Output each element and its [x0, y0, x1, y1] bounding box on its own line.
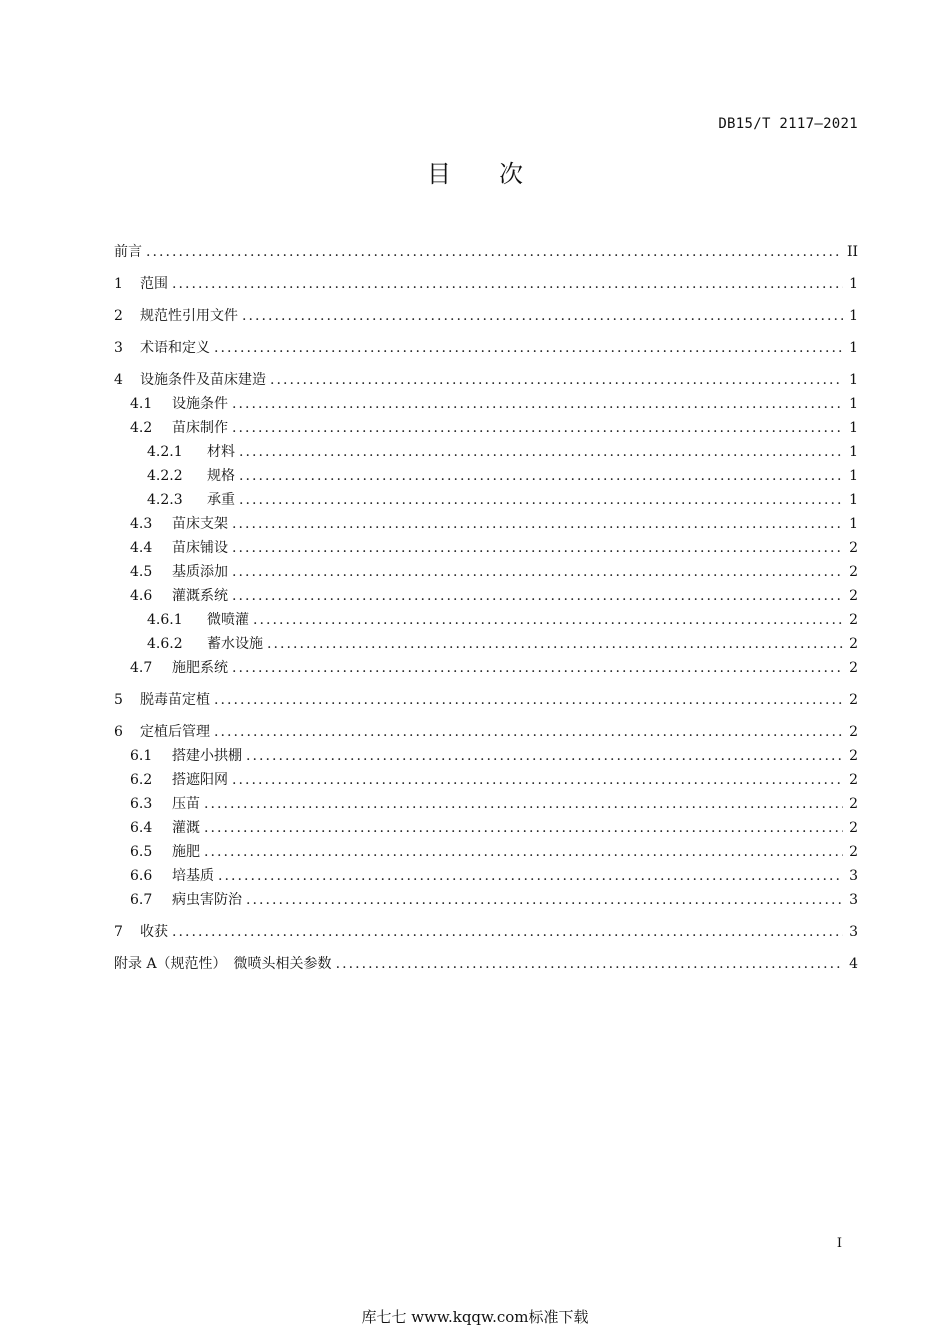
toc-entry-page: 2	[849, 588, 858, 604]
toc-entry-number: 6	[114, 724, 123, 740]
toc-entry-number: 6.3	[130, 796, 153, 812]
toc-entry[interactable]	[114, 864, 858, 888]
toc-entry-page: 1	[849, 308, 858, 324]
toc-entry-number: 4	[114, 372, 123, 388]
toc-entry-label: 设施条件及苗床建造	[140, 372, 266, 388]
toc-entry-number: 4.2.1	[147, 444, 183, 460]
toc-entry-number: 4.7	[130, 660, 153, 676]
toc-entry[interactable]	[114, 840, 858, 864]
toc-entry[interactable]	[114, 560, 858, 584]
toc-entry-number: 6.7	[130, 892, 153, 908]
toc-entry[interactable]	[114, 608, 858, 632]
toc-dot-leader	[232, 768, 843, 792]
toc-entry-page: 2	[849, 772, 858, 788]
toc-entry-page: 2	[849, 724, 858, 740]
toc-dot-leader	[232, 656, 843, 680]
toc-entry-number: 6.2	[130, 772, 153, 788]
toc-entry-number: 5	[114, 692, 123, 708]
toc-entry-page: 1	[849, 444, 858, 460]
toc-dot-leader	[246, 888, 843, 912]
toc-entry-number: 2	[114, 308, 123, 324]
toc-entry-label: 范围	[140, 276, 168, 292]
toc-entry-label: 基质添加	[172, 564, 228, 580]
toc-dot-leader	[239, 440, 843, 464]
toc-entry-page: II	[846, 244, 858, 260]
toc-entry[interactable]	[114, 336, 858, 360]
toc-entry-label: 施肥系统	[172, 660, 228, 676]
toc-entry-number: 6.6	[130, 868, 153, 884]
page-title: 目次	[427, 160, 571, 188]
toc-entry-page: 1	[849, 396, 858, 412]
toc-entry-number: 4.6.1	[147, 612, 183, 628]
toc-dot-leader	[336, 952, 844, 976]
toc-dot-leader	[232, 392, 843, 416]
toc-entry-label: 搭建小拱棚	[172, 748, 242, 764]
toc-entry[interactable]	[114, 536, 858, 560]
toc-entry-label: 脱毒苗定植	[140, 692, 210, 708]
toc-dot-leader	[218, 864, 843, 888]
toc-entry-number: 4.2.3	[147, 492, 183, 508]
toc-entry-page: 2	[849, 692, 858, 708]
toc-entry-label: 微喷灌	[207, 612, 249, 628]
toc-entry-page: 3	[849, 924, 858, 940]
toc-entry-label: 蓄水设施	[207, 636, 263, 652]
toc-entry[interactable]	[114, 272, 858, 296]
toc-dot-leader	[204, 792, 843, 816]
toc-dot-leader	[204, 816, 843, 840]
toc-entry-label: 苗床制作	[172, 420, 228, 436]
toc-entry-page: 3	[849, 892, 858, 908]
toc-dot-leader	[232, 584, 843, 608]
toc-entry[interactable]	[114, 440, 858, 464]
toc-entry-page: 1	[849, 420, 858, 436]
toc-dot-leader	[267, 632, 843, 656]
toc-entry-page: 2	[849, 844, 858, 860]
toc-entry-page: 2	[849, 796, 858, 812]
toc-entry[interactable]	[114, 368, 858, 392]
toc-dot-leader	[239, 488, 843, 512]
toc-dot-leader	[214, 688, 843, 712]
toc-entry-label: 定植后管理	[140, 724, 210, 740]
toc-entry[interactable]	[114, 240, 858, 264]
page-number: I	[836, 1236, 842, 1251]
toc-entry-number: 3	[114, 340, 123, 356]
footer-watermark-text: 库七七 www.kqqw.com标准下载	[361, 1308, 589, 1326]
toc-entry[interactable]	[114, 952, 858, 976]
toc-entry-number: 1	[114, 276, 123, 292]
toc-dot-leader	[239, 464, 843, 488]
toc-dot-leader	[214, 720, 843, 744]
toc-entry-page: 2	[849, 612, 858, 628]
toc-dot-leader	[270, 368, 843, 392]
toc-entry-label: 苗床支架	[172, 516, 228, 532]
toc-entry-label: 灌溉	[172, 820, 200, 836]
toc-entry-number: 6.5	[130, 844, 153, 860]
toc-entry[interactable]	[114, 656, 858, 680]
toc-dot-leader	[232, 560, 843, 584]
toc-entry-number: 4.2	[130, 420, 153, 436]
toc-entry-page: 1	[849, 492, 858, 508]
toc-entry[interactable]	[114, 720, 858, 744]
toc-dot-leader	[242, 304, 843, 328]
toc-entry-label: 规格	[207, 468, 235, 484]
toc-entry-number: 4.4	[130, 540, 153, 556]
toc-dot-leader	[172, 920, 843, 944]
toc-entry[interactable]	[114, 688, 858, 712]
toc-entry-label: 病虫害防治	[172, 892, 242, 908]
toc-entry-label: 材料	[207, 444, 235, 460]
toc-entry[interactable]	[114, 304, 858, 328]
toc-dot-leader	[232, 536, 843, 560]
toc-entry[interactable]	[114, 488, 858, 512]
toc-dot-leader	[246, 744, 843, 768]
toc-entry[interactable]	[114, 744, 858, 768]
toc-entry[interactable]	[114, 464, 858, 488]
toc-entry[interactable]	[114, 888, 858, 912]
toc-entry-page: 2	[849, 820, 858, 836]
toc-entry-label: 搭遮阳网	[172, 772, 228, 788]
toc-entry-label: 规范性引用文件	[140, 308, 238, 324]
toc-entry-number: 4.5	[130, 564, 153, 580]
toc-entry-number: 6.4	[130, 820, 153, 836]
toc-entry-label: 灌溉系统	[172, 588, 228, 604]
toc-entry-page: 1	[849, 516, 858, 532]
toc-entry[interactable]	[114, 416, 858, 440]
toc-entry[interactable]	[114, 392, 858, 416]
toc-dot-leader	[204, 840, 843, 864]
toc-entry-number: 4.6.2	[147, 636, 183, 652]
toc-entry-page: 1	[849, 468, 858, 484]
toc-entry-label: 附录 A（规范性） 微喷头相关参数	[114, 956, 332, 972]
toc-entry-page: 2	[849, 748, 858, 764]
toc-entry-number: 6.1	[130, 748, 153, 764]
toc-dot-leader	[172, 272, 843, 296]
toc-entry-page: 2	[849, 636, 858, 652]
toc-entry[interactable]	[114, 792, 858, 816]
toc-entry[interactable]	[114, 632, 858, 656]
toc-entry-label: 施肥	[172, 844, 200, 860]
toc-entry-label: 培基质	[172, 868, 214, 884]
toc-entry[interactable]	[114, 920, 858, 944]
toc-entry[interactable]	[114, 584, 858, 608]
toc-entry-page: 1	[849, 340, 858, 356]
toc-entry-label: 苗床铺设	[172, 540, 228, 556]
standard-code: DB15/T 2117—2021	[718, 116, 858, 132]
toc-entry-number: 4.3	[130, 516, 153, 532]
toc-entry-page: 4	[849, 956, 858, 972]
toc-entry-label: 术语和定义	[140, 340, 210, 356]
toc-entry-label: 承重	[207, 492, 235, 508]
toc-entry-number: 4.2.2	[147, 468, 183, 484]
toc-entry-page: 2	[849, 660, 858, 676]
toc-dot-leader	[232, 416, 843, 440]
toc-entry-page: 3	[849, 868, 858, 884]
toc-dot-leader	[253, 608, 843, 632]
toc-dot-leader	[214, 336, 843, 360]
toc-entry-number: 4.6	[130, 588, 153, 604]
toc-entry[interactable]	[114, 512, 858, 536]
toc-entry-label: 压苗	[172, 796, 200, 812]
toc-entry-number: 7	[114, 924, 123, 940]
toc-entry-label: 前言	[114, 244, 142, 260]
toc-entry-page: 1	[849, 372, 858, 388]
table-of-contents	[114, 240, 858, 976]
toc-dot-leader	[232, 512, 843, 536]
toc-entry-page: 1	[849, 276, 858, 292]
toc-entry-label: 收获	[140, 924, 168, 940]
toc-entry-number: 4.1	[130, 396, 153, 412]
toc-entry-page: 2	[849, 564, 858, 580]
toc-dot-leader	[146, 240, 841, 264]
toc-entry[interactable]	[114, 816, 858, 840]
toc-entry-label: 设施条件	[172, 396, 228, 412]
toc-entry-page: 2	[849, 540, 858, 556]
toc-entry[interactable]	[114, 768, 858, 792]
